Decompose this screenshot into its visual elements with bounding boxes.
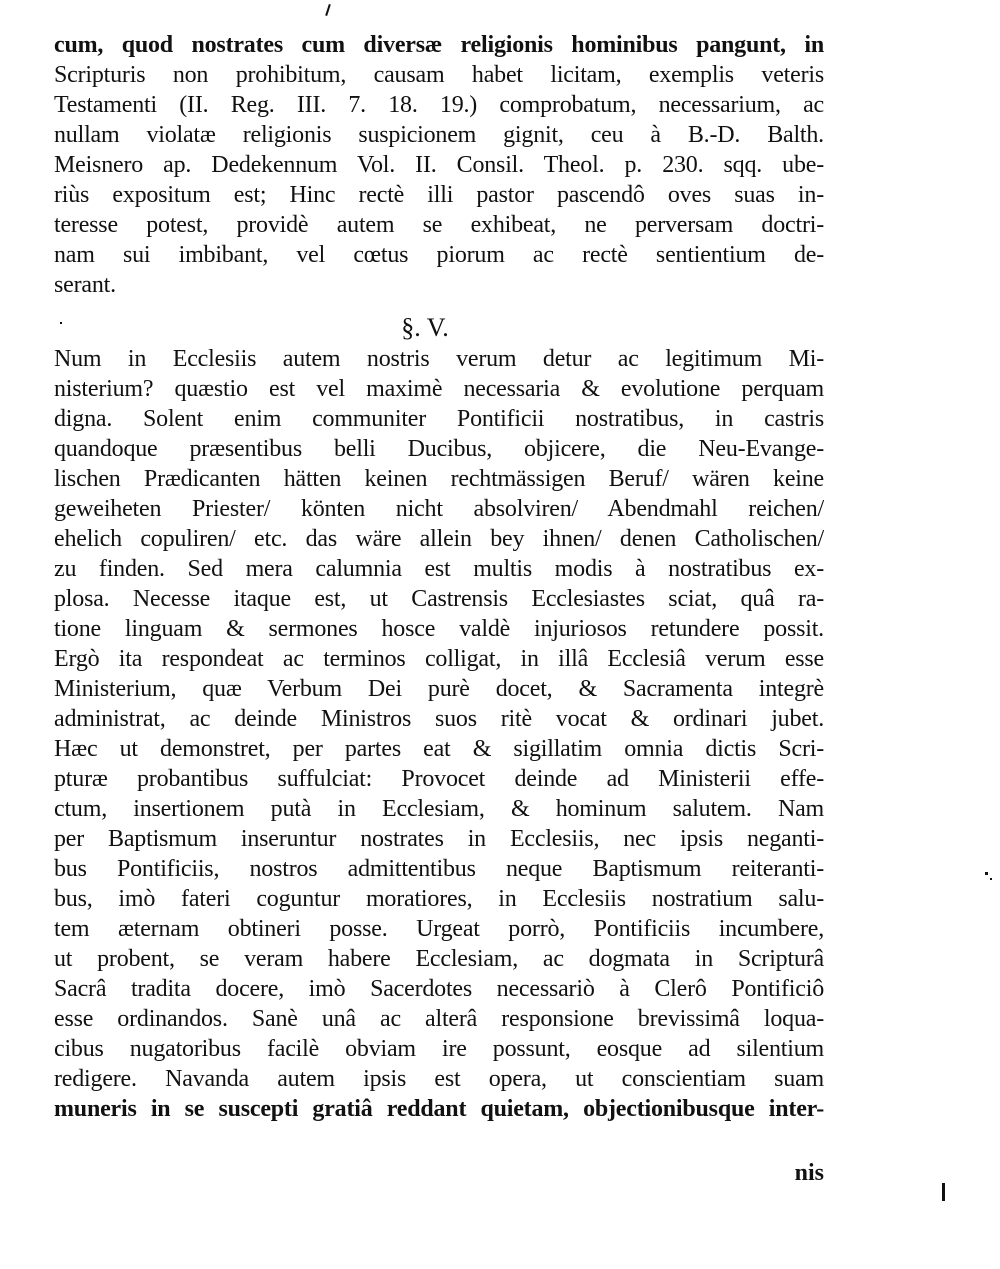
- text-line: serant.: [54, 272, 116, 298]
- text-line: lischen Prædicanten hätten keinen rechtmässigen Beruf/ wären keine: [54, 466, 824, 492]
- text-line: Sacrâ tradita docere, imò Sacerdotes necessariò à Clerô Pontificiô: [54, 976, 824, 1002]
- text-line: tem æternam obtineri posse. Urgeat porrò, Pontificiis incumbere,: [54, 916, 824, 942]
- text-line: ut probent, se veram habere Ecclesiam, ac dogmata in Scripturâ: [54, 946, 824, 972]
- text-line: esse ordinandos. Sanè unâ ac alterâ responsione brevissimâ loqua-: [54, 1006, 824, 1032]
- paragraph-1: [54, 30, 824, 300]
- text-line: nullam violatæ religionis suspicionem gignit, ceu à B.-D. Balth.: [54, 122, 824, 148]
- text-line: ctum, insertionem putà in Ecclesiam, & hominum salutem. Nam: [54, 796, 824, 822]
- text-line: geweiheten Priester/ könten nicht absolviren/ Abendmahl reichen/: [54, 496, 824, 522]
- text-line: Testamenti (II. Reg. III. 7. 18. 19.) comprobatum, necessarium, ac: [54, 92, 824, 118]
- ink-speck: [990, 878, 992, 880]
- text-line: redigere. Navanda autem ipsis est opera, ut conscientiam suam: [54, 1066, 824, 1092]
- text-line: tione linguam & sermones hosce valdè injuriosos retundere possit.: [54, 616, 824, 642]
- text-line: cum, quod nostrates cum diversæ religionis hominibus pangunt, in: [54, 32, 824, 58]
- text-line: quandoque præsentibus belli Ducibus, objicere, die Neu-Evange-: [54, 436, 824, 462]
- text-line: nam sui imbibant, vel cœtus piorum ac rectè sentientium de-: [54, 242, 824, 268]
- text-line: bus, imò fateri coguntur moratiores, in Ecclesiis nostratium salu-: [54, 886, 824, 912]
- text-line: bus Pontificiis, nostros admittentibus neque Baptismum reiteranti-: [54, 856, 824, 882]
- ink-mark-margin: [942, 1183, 945, 1201]
- paragraph-2: [54, 344, 824, 1124]
- text-line: nisterium? quæstio est vel maximè necessaria & evolutione perquam: [54, 376, 824, 402]
- text-line: Ergò ita respondeat ac terminos colligat, in illâ Ecclesiâ verum esse: [54, 646, 824, 672]
- text-line: Scripturis non prohibitum, causam habet licitam, exemplis veteris: [54, 62, 824, 88]
- text-line: plosa. Necesse itaque est, ut Castrensis Ecclesiastes sciat, quâ ra-: [54, 586, 824, 612]
- text-line: muneris in se suscepti gratiâ reddant quietam, objectionibusque inter-: [54, 1096, 824, 1122]
- ink-mark-top: [325, 4, 331, 16]
- text-line: Meisnero ap. Dedekennum Vol. II. Consil. Theol. p. 230. sqq. ube-: [54, 152, 824, 178]
- text-line: pturæ probantibus suffulciat: Provocet deinde ad Ministerii effe-: [54, 766, 824, 792]
- ink-speck: [985, 872, 988, 875]
- text-line: ehelich copuliren/ etc. das wäre allein bey ihnen/ denen Catholischen/: [54, 526, 824, 552]
- section-heading: §. V.: [401, 313, 449, 342]
- text-line: riùs expositum est; Hinc rectè illi pastor pascendô oves suas in-: [54, 182, 824, 208]
- text-line: Num in Ecclesiis autem nostris verum detur ac legitimum Mi-: [54, 346, 824, 372]
- text-line: digna. Solent enim communiter Pontificii nostratibus, in castris: [54, 406, 824, 432]
- text-line: zu finden. Sed mera calumnia est multis modis à nostratibus ex-: [54, 556, 824, 582]
- text-line: Ministerium, quæ Verbum Dei purè docet, & Sacramenta integrè: [54, 676, 824, 702]
- text-line: per Baptismum inseruntur nostrates in Ecclesiis, nec ipsis neganti-: [54, 826, 824, 852]
- text-line: administrat, ac deinde Ministros suos ritè vocat & ordinari jubet.: [54, 706, 824, 732]
- text-line: teresse potest, providè autem se exhibeat, ne perversam doctri-: [54, 212, 824, 238]
- catchword: nis: [794, 1160, 824, 1186]
- text-line: Hæc ut demonstret, per partes eat & sigillatim omnia dictis Scri-: [54, 736, 824, 762]
- text-line: cibus nugatoribus facilè obviam ire possunt, eosque ad silentium: [54, 1036, 824, 1062]
